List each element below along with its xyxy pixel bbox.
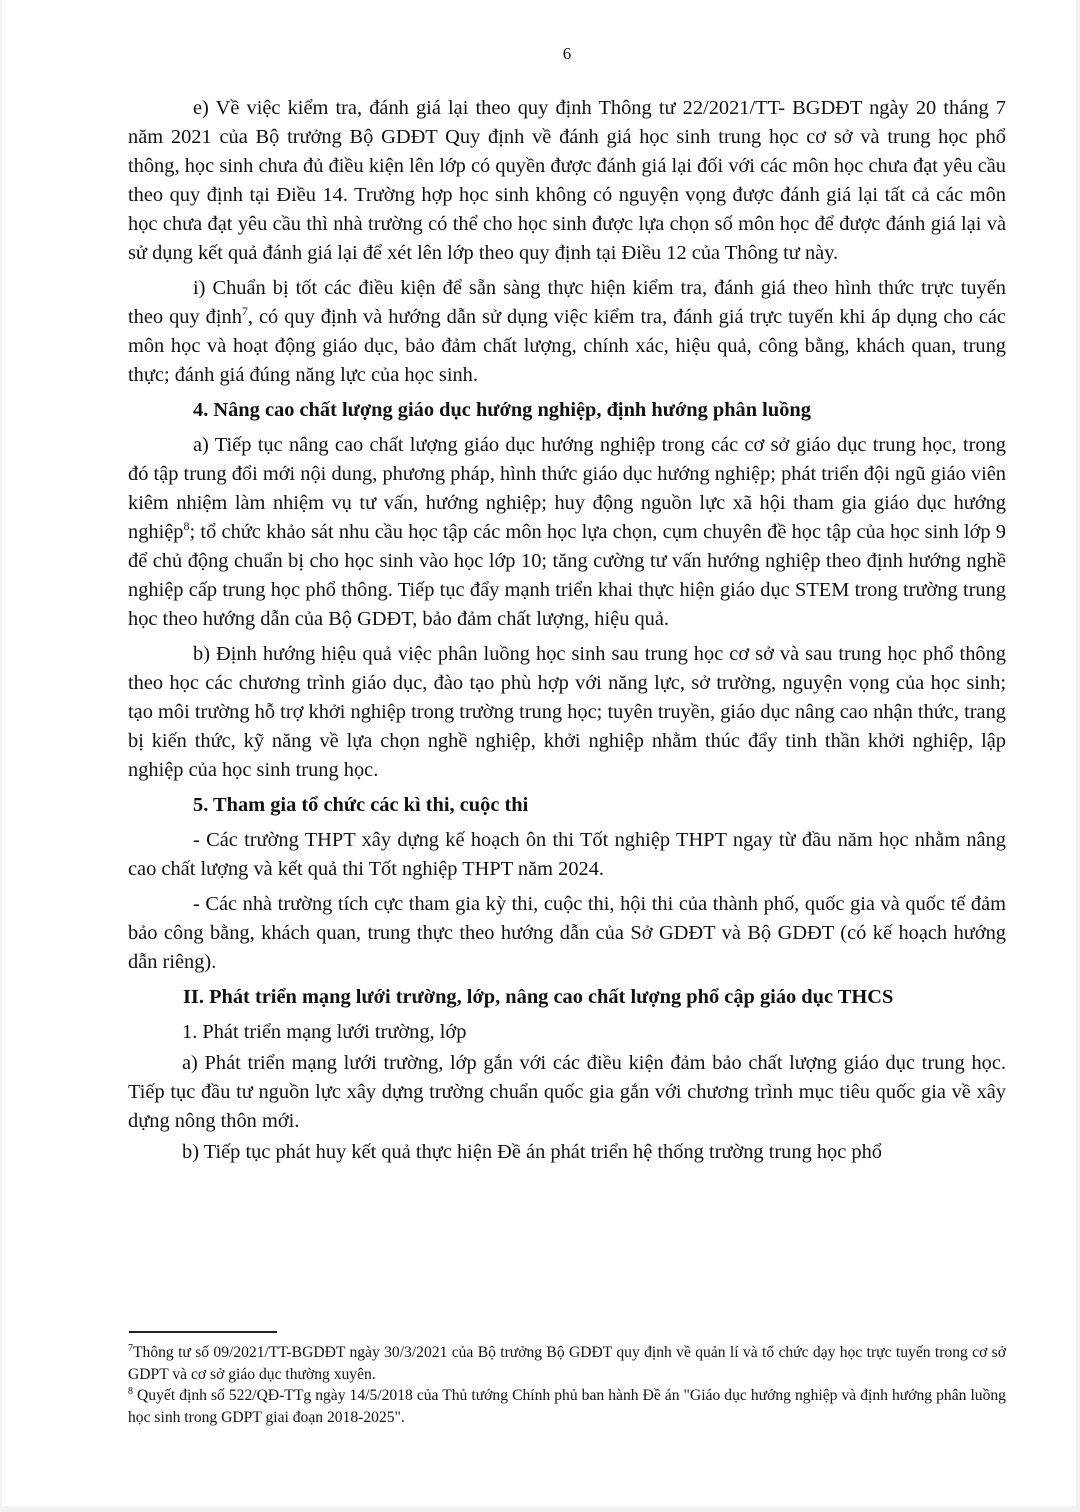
footnote-text: Thông tư số 09/2021/TT-BGDĐT ngày 30/3/2021 của Bộ trưởng Bộ GDĐT quy định về quản lí và tổ chức dạy học trực tuyến trong cơ sở GDPT và cơ sở giáo dục thường xuyên. — [128, 1344, 1006, 1383]
paragraph-4a — [128, 431, 1006, 634]
paragraph-5-item-1: - Các trường THPT xây dựng kế hoạch ôn thi Tốt nghiệp THPT ngay từ đầu năm học nhằm nâng cao chất lượng và kết quả thi Tốt nghiệp THPT năm 2024. — [128, 829, 1006, 880]
page-number: 6 — [562, 44, 572, 63]
paragraph-4a-text: a) Tiếp tục nâng cao chất lượng giáo dục hướng nghiệp trong các cơ sở giáo dục trung học, trong đó tập trung đổi mới nội dung, phương pháp, hình thức giáo dục hướng nghiệp; phát triển đội ngũ giáo viên kiêm nhiệm làm nhiệm vụ tư vấn, hướng nghiệp; huy động nguồn lực xã hội tham gia giáo dục hướng nghiệp — [128, 434, 1006, 543]
footnote-divider — [129, 1331, 277, 1333]
section-heading-II: II. Phát triển mạng lưới trường, lớp, nâng cao chất lượng phổ cập giáo dục THCS — [183, 986, 894, 1008]
footnote-ref-7[interactable]: 7 — [241, 304, 248, 319]
paragraph-II-1b: b) Tiếp tục phát huy kết quả thực hiện Đề án phát triển hệ thống trường trung học phổ — [182, 1141, 882, 1163]
paragraph-5-item-2: - Các nhà trường tích cực tham gia kỳ thi, cuộc thi, hội thi của thành phố, quốc gia và quốc tế đảm bảo công bằng, khách quan, trung thực theo hướng dẫn của Sở GDĐT và Bộ GDĐT (có kế hoạch hướng dẫn riêng). — [128, 893, 1006, 973]
paragraph-e: e) Về việc kiểm tra, đánh giá lại theo quy định Thông tư 22/2021/TT- BGDĐT ngày 20 tháng 7 năm 2021 của Bộ trưởng Bộ GDĐT Quy định về đánh giá học sinh trung học cơ sở và trung học phổ thông, học sinh chưa đủ điều kiện lên lớp có quyền được đánh giá lại đối với các môn học chưa đạt yêu cầu theo quy định tại Điều 14. Trường hợp học sinh không có nguyện vọng được đánh giá lại tất cả các môn học chưa đạt yêu cầu thì nhà trường có thể cho học sinh được lựa chọn số môn học để được đánh giá lại và sử dụng kết quả đánh giá lại để xét lên lớp theo quy định tại Điều 12 của Thông tư này. — [128, 97, 1006, 264]
footnote-7 — [128, 1342, 1006, 1385]
document-page — [2, 0, 1076, 1506]
paragraph-i-text-cont: , có quy định và hướng dẫn sử dụng việc kiểm tra, đánh giá trực tuyến khi áp dụng cho các môn học và hoạt động giáo dục, bảo đảm chất lượng, chính xác, hiệu quả, công bằng, khách quan, trung thực; đánh giá đúng năng lực của học sinh. — [128, 306, 1006, 386]
paragraph-i — [128, 274, 1006, 390]
footnote-ref-8[interactable]: 8 — [183, 519, 190, 534]
footnote-8 — [128, 1385, 1006, 1428]
subheading-II-1: 1. Phát triển mạng lưới trường, lớp — [182, 1021, 467, 1043]
body-text — [128, 94, 1006, 1169]
footnotes — [128, 1342, 1006, 1428]
paragraph-II-1a: a) Phát triển mạng lưới trường, lớp gắn với các điều kiện đảm bảo chất lượng giáo dục trung học. Tiếp tục đầu tư nguồn lực xây dựng trường chuẩn quốc gia gắn với chương trình mục tiêu quốc gia về xây dựng nông thôn mới. — [128, 1052, 1006, 1132]
section-heading-5: 5. Tham gia tổ chức các kì thi, cuộc thi — [193, 794, 529, 816]
paragraph-4b: b) Định hướng hiệu quả việc phân luồng học sinh sau trung học cơ sở và sau trung học phổ thông theo học các chương trình giáo dục, đào tạo phù hợp với năng lực, sở trường, nguyện vọng của học sinh; tạo môi trường hỗ trợ khởi nghiệp trong trường trung học; tuyên truyền, giáo dục nâng cao nhận thức, trang bị kiến thức, kỹ năng về lựa chọn nghề nghiệp, khởi nghiệp nhằm thúc đẩy tinh thần khởi nghiệp, lập nghiệp của học sinh trung học. — [128, 643, 1006, 781]
paragraph-4a-text-cont: ; tổ chức khảo sát nhu cầu học tập các môn học lựa chọn, cụm chuyên đề học tập của học sinh lớp 9 để chủ động chuẩn bị cho học sinh vào học lớp 10; tăng cường tư vấn hướng nghiệp theo định hướng nghề nghiệp cấp trung học phổ thông. Tiếp tục đẩy mạnh triển khai thực hiện giáo dục STEM trong trường trung học theo hướng dẫn của Bộ GDĐT, bảo đảm chất lượng, hiệu quả. — [128, 521, 1006, 630]
paragraph-i-text: i) Chuẩn bị tốt các điều kiện để sẵn sàng thực hiện kiểm tra, đánh giá theo hình thức trực tuyến theo quy định — [128, 277, 1006, 328]
section-heading-4: 4. Nâng cao chất lượng giáo dục hướng nghiệp, định hướng phân luồng — [193, 399, 811, 421]
footnote-mark: 8 — [128, 1385, 133, 1397]
footnote-mark: 7 — [128, 1342, 133, 1354]
footnote-text: Quyết định số 522/QĐ-TTg ngày 14/5/2018 của Thủ tướng Chính phủ ban hành Đề án "Giáo dục hướng nghiệp và định hướng phân luồng học sinh trong GDPT giai đoạn 2018-2025". — [128, 1387, 1006, 1426]
